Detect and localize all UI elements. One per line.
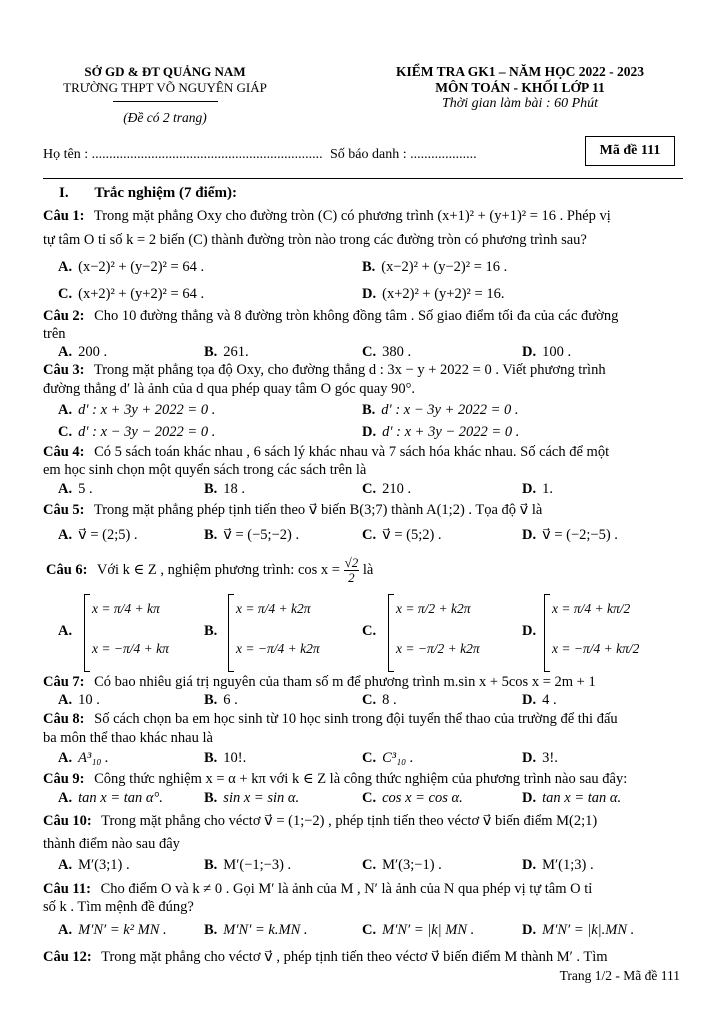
q9-option-d[interactable]: D. tan x = tan α. — [522, 790, 622, 806]
q8-option-d[interactable]: D. 3!. — [522, 750, 558, 766]
q7-option-b[interactable]: B. 6 . — [204, 692, 238, 708]
q1-text-cont: tự tâm O tỉ số k = 2 biến (C) thành đường tròn nào trong các đường tròn có phương trình sau? — [43, 232, 587, 248]
q6-option-d[interactable]: x = π/4 + kπ/2 x = −π/4 + kπ/2 — [544, 594, 636, 672]
question-6: Câu 6: Với k ∈ Z , nghiệm phương trình: cos x = $\frac{√2}{2}$ là — [46, 555, 374, 585]
exam-title: KIỂM TRA GK1 – NĂM HỌC 2022 - 2023 — [395, 64, 644, 79]
question-7: Câu 7: Có bao nhiêu giá trị nguyên của tham số m để phương trình m.sin x + 5cos x = 2m + 1 — [43, 674, 596, 690]
q7-option-a[interactable]: A. 10 . — [58, 692, 100, 708]
q1-label: Câu 1: — [43, 208, 85, 224]
question-9: Câu 9: Công thức nghiệm x = α + kπ với k ∈ Z là công thức nghiệm của phương trình nào sau đây: — [43, 771, 628, 787]
school-name: TRƯỜNG THPT VÕ NGUYÊN GIÁP — [63, 80, 267, 95]
q6-fraction: $\frac{√2}{2}$ — [344, 555, 359, 585]
q10-option-b[interactable]: B. M′(−1;−3) . — [204, 857, 292, 873]
q1-text: Trong mặt phẳng Oxy cho đường tròn (C) có phương trình (x+1)² + (y+1)² = 16 . Phép vị — [93, 208, 611, 224]
exam-code-box — [585, 136, 675, 166]
question-5: Câu 5: Trong mặt phẳng phép tịnh tiến theo v⃗ biến B(3;7) thành A(1;2) . Tọa độ v⃗ là — [43, 502, 543, 518]
q6-option-a-label[interactable]: A. — [58, 623, 73, 639]
q6-option-c[interactable]: x = π/2 + k2π x = −π/2 + k2π — [388, 594, 480, 672]
q7-option-c[interactable]: C. 8 . — [362, 692, 397, 708]
q8-option-b[interactable]: B. 10!. — [204, 750, 247, 766]
q5-option-d[interactable]: D. v⃗ = (−2;−5) . — [522, 527, 618, 543]
q2-option-a[interactable]: A. 200 . — [58, 344, 108, 360]
q4-option-c[interactable]: C. 210 . — [362, 481, 412, 497]
q8-text-cont: ba môn thể thao khác nhau là — [43, 730, 213, 746]
q9-option-a[interactable]: A. tan x = tan α°. — [58, 790, 163, 806]
q6-option-a[interactable]: x = π/4 + kπ x = −π/4 + kπ — [84, 594, 164, 672]
q2-option-c[interactable]: C. 380 . — [362, 344, 412, 360]
subject-title: MÔN TOÁN - KHỐI LỚP 11 — [435, 80, 605, 95]
q6-option-c-label[interactable]: C. — [362, 623, 377, 639]
q5-option-b[interactable]: B. v⃗ = (−5;−2) . — [204, 527, 300, 543]
q4-option-a[interactable]: A. 5 . — [58, 481, 93, 497]
q1-option-d[interactable]: D. (x+2)² + (y+2)² = 16. — [362, 286, 505, 302]
section-number: I. — [59, 185, 69, 201]
q1-option-b[interactable]: B. (x−2)² + (y−2)² = 16 . — [362, 259, 508, 275]
page-footer: Trang 1/2 - Mã đề 111 — [559, 968, 680, 983]
question-2: Câu 2: Cho 10 đường thẳng và 8 đường tròn không đồng tâm . Số giao điểm tối đa của các đường — [43, 308, 619, 324]
q6-option-d-label[interactable]: D. — [522, 623, 537, 639]
id-field: Số báo danh : ................... — [330, 147, 477, 162]
q3-text-cont: đường thẳng d′ là ảnh của d qua phép quay tâm O góc quay 90°. — [43, 381, 416, 397]
q11-option-d[interactable]: D. M′N′ = |k|.MN . — [522, 922, 635, 938]
q6-option-b-label[interactable]: B. — [204, 623, 218, 639]
q8-option-c[interactable]: C. C³₁₀ . — [362, 750, 414, 766]
q7-option-d[interactable]: D. 4 . — [522, 692, 557, 708]
q6-option-b[interactable]: x = π/4 + k2π x = −π/4 + k2π — [228, 594, 320, 672]
dept-name: SỞ GD & ĐT QUẢNG NAM — [84, 64, 246, 79]
section-divider — [43, 178, 683, 179]
q3-option-a[interactable]: A. d′ : x + 3y + 2022 = 0 . — [58, 402, 216, 418]
q11-text-cont: số k . Tìm mệnh đề đúng? — [43, 899, 194, 915]
q10-option-d[interactable]: D. M′(1;3) . — [522, 857, 594, 873]
q11-option-c[interactable]: C. M′N′ = |k| MN . — [362, 922, 475, 938]
exam-code: Mã đề 111 — [599, 143, 661, 158]
header-divider — [113, 101, 218, 102]
q5-option-c[interactable]: C. v⃗ = (5;2) . — [362, 527, 442, 543]
section-heading — [43, 185, 683, 202]
q5-option-a[interactable]: A. v⃗ = (2;5) . — [58, 527, 138, 543]
q2-text-cont: trên — [43, 326, 66, 342]
question-11: Câu 11: Cho điểm O và k ≠ 0 . Gọi M′ là ảnh của M , N′ là ảnh của N qua phép vị tự tâm O tỉ — [43, 881, 593, 897]
q9-option-b[interactable]: B. sin x = sin α. — [204, 790, 300, 806]
question-4: Câu 4: Có 5 sách toán khác nhau , 6 sách lý khác nhau và 7 sách hóa khác nhau. Số cách để một — [43, 444, 610, 460]
q4-text-cont: em học sinh chọn một quyển sách trong các sách trên là — [43, 462, 367, 478]
question-1 — [43, 208, 683, 225]
q11-option-a[interactable]: A. M′N′ = k² MN . — [58, 922, 167, 938]
q10-option-a[interactable]: A. M′(3;1) . — [58, 857, 130, 873]
question-3: Câu 3: Trong mặt phẳng tọa độ Oxy, cho đường thẳng d : 3x − y + 2022 = 0 . Viết phương trình — [43, 362, 606, 378]
q8-option-a[interactable]: A. A³₁₀ . — [58, 750, 109, 766]
name-field: Họ tên : .................................................................. — [43, 147, 323, 162]
time-limit: Thời gian làm bài : 60 Phút — [441, 96, 599, 111]
q11-option-b[interactable]: B. M′N′ = k.MN . — [204, 922, 308, 938]
q3-option-c[interactable]: C. d′ : x − 3y − 2022 = 0 . — [58, 424, 216, 440]
q1-option-a[interactable]: A. (x−2)² + (y−2)² = 64 . — [58, 259, 205, 275]
q4-option-d[interactable]: D. 1. — [522, 481, 553, 497]
q3-option-b[interactable]: B. d′ : x − 3y + 2022 = 0 . — [362, 402, 519, 418]
q2-option-b[interactable]: B. 261. — [204, 344, 249, 360]
section-title: Trắc nghiệm (7 điểm): — [94, 185, 237, 201]
q9-option-c[interactable]: C. cos x = cos α. — [362, 790, 463, 806]
q1-option-c[interactable]: C. (x+2)² + (y+2)² = 64 . — [58, 286, 205, 302]
q10-text-cont: thành điểm nào sau đây — [43, 836, 180, 852]
page-count-note: (Đề có 2 trang) — [123, 110, 207, 125]
question-12: Câu 12: Trong mặt phẳng cho véctơ v⃗ , phép tịnh tiến theo véctơ v⃗ biến điểm M thành M′ . Tìm — [43, 949, 608, 965]
question-10: Câu 10: Trong mặt phẳng cho véctơ v⃗ = (1;−2) , phép tịnh tiến theo véctơ v⃗ biến điểm M(2;1) — [43, 813, 598, 829]
q4-option-b[interactable]: B. 18 . — [204, 481, 246, 497]
q3-option-d[interactable]: D. d′ : x + 3y − 2022 = 0 . — [362, 424, 520, 440]
q10-option-c[interactable]: C. M′(3;−1) . — [362, 857, 442, 873]
q2-option-d[interactable]: D. 100 . — [522, 344, 572, 360]
question-8: Câu 8: Số cách chọn ba em học sinh từ 10 học sinh trong đội tuyển thể thao của trường để thi đấu — [43, 711, 618, 727]
